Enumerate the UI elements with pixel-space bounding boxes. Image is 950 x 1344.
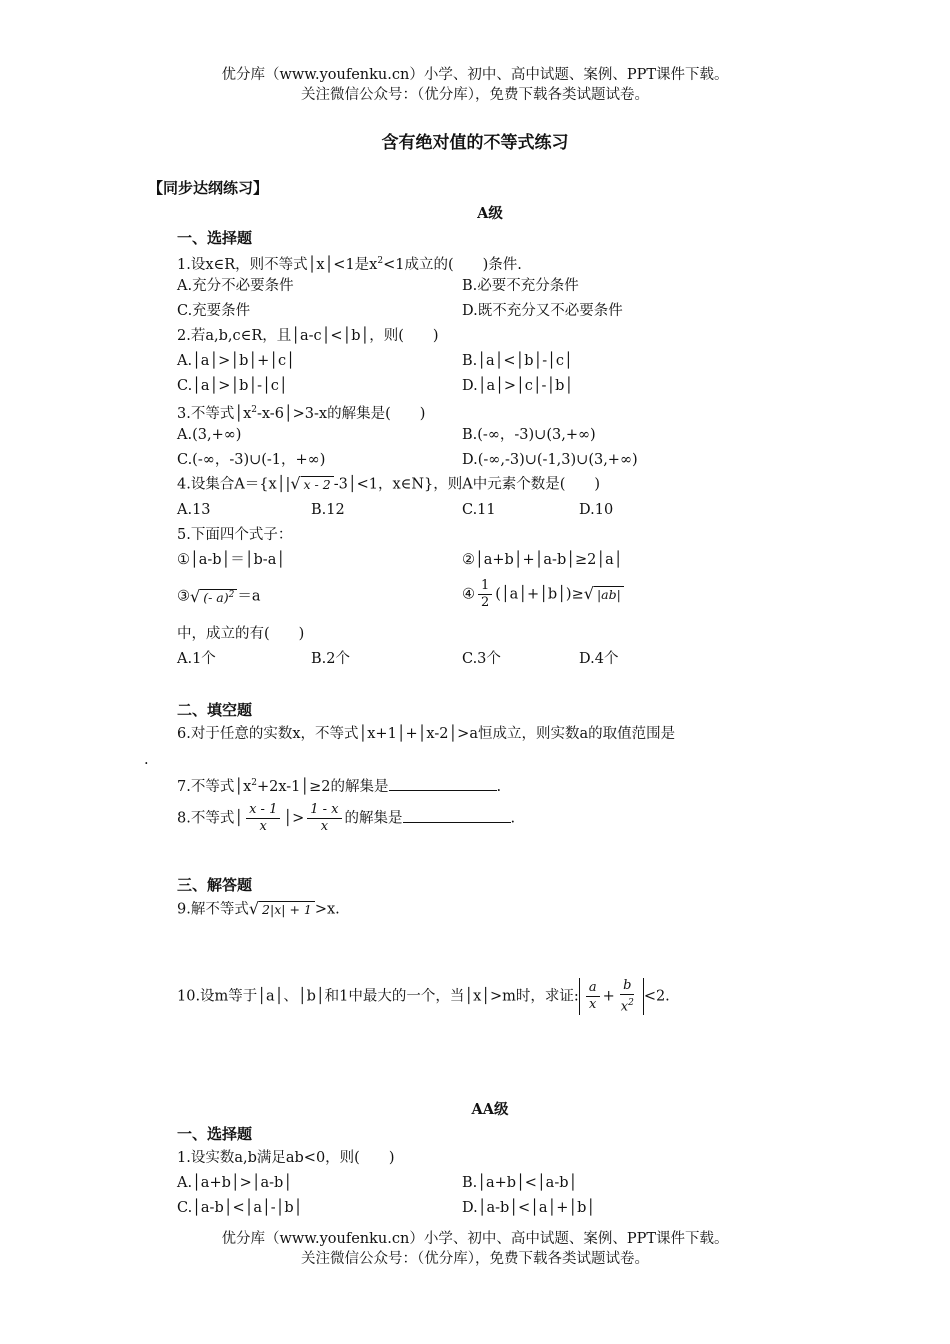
header-line-2: 关注微信公众号：（优分库），免费下载各类试题试卷。 xyxy=(301,87,649,103)
q5-expression-3: ③√ (- a)$^2$ ＝a xyxy=(177,585,261,608)
aa-q1-option-d: D.│a-b│<│a│+│b│ xyxy=(462,1200,596,1216)
question-7-stem: 7.不等式$│x^2+2x-1│\ge 2$的解集是 . xyxy=(177,773,501,797)
answer-blank[interactable] xyxy=(389,776,497,791)
fraction: $\frac{a}{x}$ xyxy=(586,980,600,1013)
footer-line-1: 优分库（www.youfenku.cn）小学、初中、高中试题、案例、PPT课件下载。 xyxy=(221,1231,729,1247)
aa-q1-option-a: A.│a+b│>│a-b│ xyxy=(177,1175,293,1191)
fraction: $\frac{1 - x}{x}$ xyxy=(307,802,341,835)
fraction: $\frac{x - 1}{x}$ xyxy=(246,802,280,835)
q4-option-b: B.12 xyxy=(311,502,345,518)
question-1-stem: 1.设x∈R，则不等式│x│<1是$x^2<1$成立的( )条件. xyxy=(177,256,522,273)
q5-option-b: B.2个 xyxy=(311,651,350,667)
q1-option-b: B.必要不充分条件 xyxy=(462,278,579,294)
sqrt-expression: √ 2|x| + 1 xyxy=(249,899,315,920)
q1-option-a: A.充分不必要条件 xyxy=(177,278,294,294)
question-5-stem: 5.下面四个式子： xyxy=(177,527,293,543)
q5-expression-1: ①│a-b│＝│b-a│ xyxy=(177,552,286,568)
q5-expression-4: ④ $\frac{1}{2}$ (│a│+│b│)≥√ |ab| xyxy=(462,578,624,611)
fraction: $\frac{1}{2}$ xyxy=(478,578,492,611)
question-8-stem: 8.不等式│ $\frac{x - 1}{x}$ │> $\frac{1 - x}{x}$ 的解集是 . xyxy=(177,802,516,834)
question-6-stem: 6.对于任意的实数x，不等式│x+1│+│x-2│>a恒成立，则实数a的取值范围是 xyxy=(177,726,676,742)
fraction: $\frac{b}{x^2}$ xyxy=(620,978,634,1015)
level-aa-heading: AA级 xyxy=(471,1101,509,1118)
footer-line-2: 关注微信公众号：（优分库），免费下载各类试题试卷。 xyxy=(301,1251,649,1267)
aa-question-1-stem: 1.设实数a,b满足ab<0，则( ) xyxy=(177,1150,395,1166)
sqrt-expression: √ |ab| xyxy=(584,584,624,605)
question-9-stem: 9.解不等式√ 2|x| + 1 >x. xyxy=(177,899,340,918)
q3-option-c: C.(-∞，-3)∪(-1，+∞) xyxy=(177,452,326,468)
sqrt-expression: √ (- a)$^2$ xyxy=(190,585,237,608)
q5-option-d: D.4个 xyxy=(579,651,619,667)
part-1-heading: 一、选择题 xyxy=(177,229,253,247)
q2-option-a: A.│a│>│b│+│c│ xyxy=(177,353,295,369)
answer-blank[interactable] xyxy=(403,808,511,823)
aa-part-1-heading: 一、选择题 xyxy=(177,1125,253,1143)
level-a-heading: A级 xyxy=(477,205,503,222)
page-title: 含有绝对值的不等式练习 xyxy=(381,133,569,153)
question-2-stem: 2.若a,b,c∈R，且│a-c│<│b│，则( ) xyxy=(177,328,439,344)
q5-tail: 中，成立的有( ) xyxy=(177,626,305,642)
question-4-stem: 4.设集合A＝{x│|√ x - 2 -3│<1，x∈N}，则A中元素个数是( ) xyxy=(177,474,601,493)
aa-q1-option-b: B.│a+b│<│a-b│ xyxy=(462,1175,578,1191)
q5-option-c: C.3个 xyxy=(462,651,501,667)
q5-expression-2: ②│a+b│+│a-b│≥2│a│ xyxy=(462,552,623,568)
section-heading: 【同步达纲练习】 xyxy=(148,179,269,197)
q2-option-d: D.│a│>│c│-│b│ xyxy=(462,378,574,394)
sqrt-expression: √ x - 2 xyxy=(290,474,333,495)
aa-q1-option-c: C.│a-b│<│a│-│b│ xyxy=(177,1200,303,1216)
q1-option-d: D.既不充分又不必要条件 xyxy=(462,303,623,319)
part-3-heading: 三、解答题 xyxy=(177,876,253,894)
part-2-heading: 二、填空题 xyxy=(177,701,253,719)
q1-option-c: C.充要条件 xyxy=(177,303,251,319)
q3-option-b: B.(-∞，-3)∪(3,+∞) xyxy=(462,427,596,443)
q5-option-a: A.1个 xyxy=(177,651,216,667)
q4-option-d: D.10 xyxy=(579,502,614,518)
q4-option-a: A.13 xyxy=(177,502,211,518)
header-line-1: 优分库（www.youfenku.cn）小学、初中、高中试题、案例、PPT课件下载。 xyxy=(221,67,729,83)
q6-tail: . xyxy=(144,752,149,768)
q3-option-d: D.(-∞,-3)∪(-1,3)∪(3,+∞) xyxy=(462,452,638,468)
q4-option-c: C.11 xyxy=(462,502,496,518)
q2-option-b: B.│a│<│b│-│c│ xyxy=(462,353,573,369)
q2-option-c: C.│a│>│b│-│c│ xyxy=(177,378,288,394)
q3-option-a: A.(3,+∞) xyxy=(177,427,242,443)
question-10-stem: 10.设m等于│a│、│b│和1中最大的一个，当│x│>m时，求证: $\frac{a}{x}$ + $\frac{b}{x^2}$ <2. xyxy=(177,978,670,1015)
absolute-value-expression: $\frac{a}{x}$ + $\frac{b}{x^2}$ xyxy=(579,978,644,1015)
question-3-stem: 3.不等式$│x^2-x-6│>3-x$的解集是( ) xyxy=(177,405,426,422)
